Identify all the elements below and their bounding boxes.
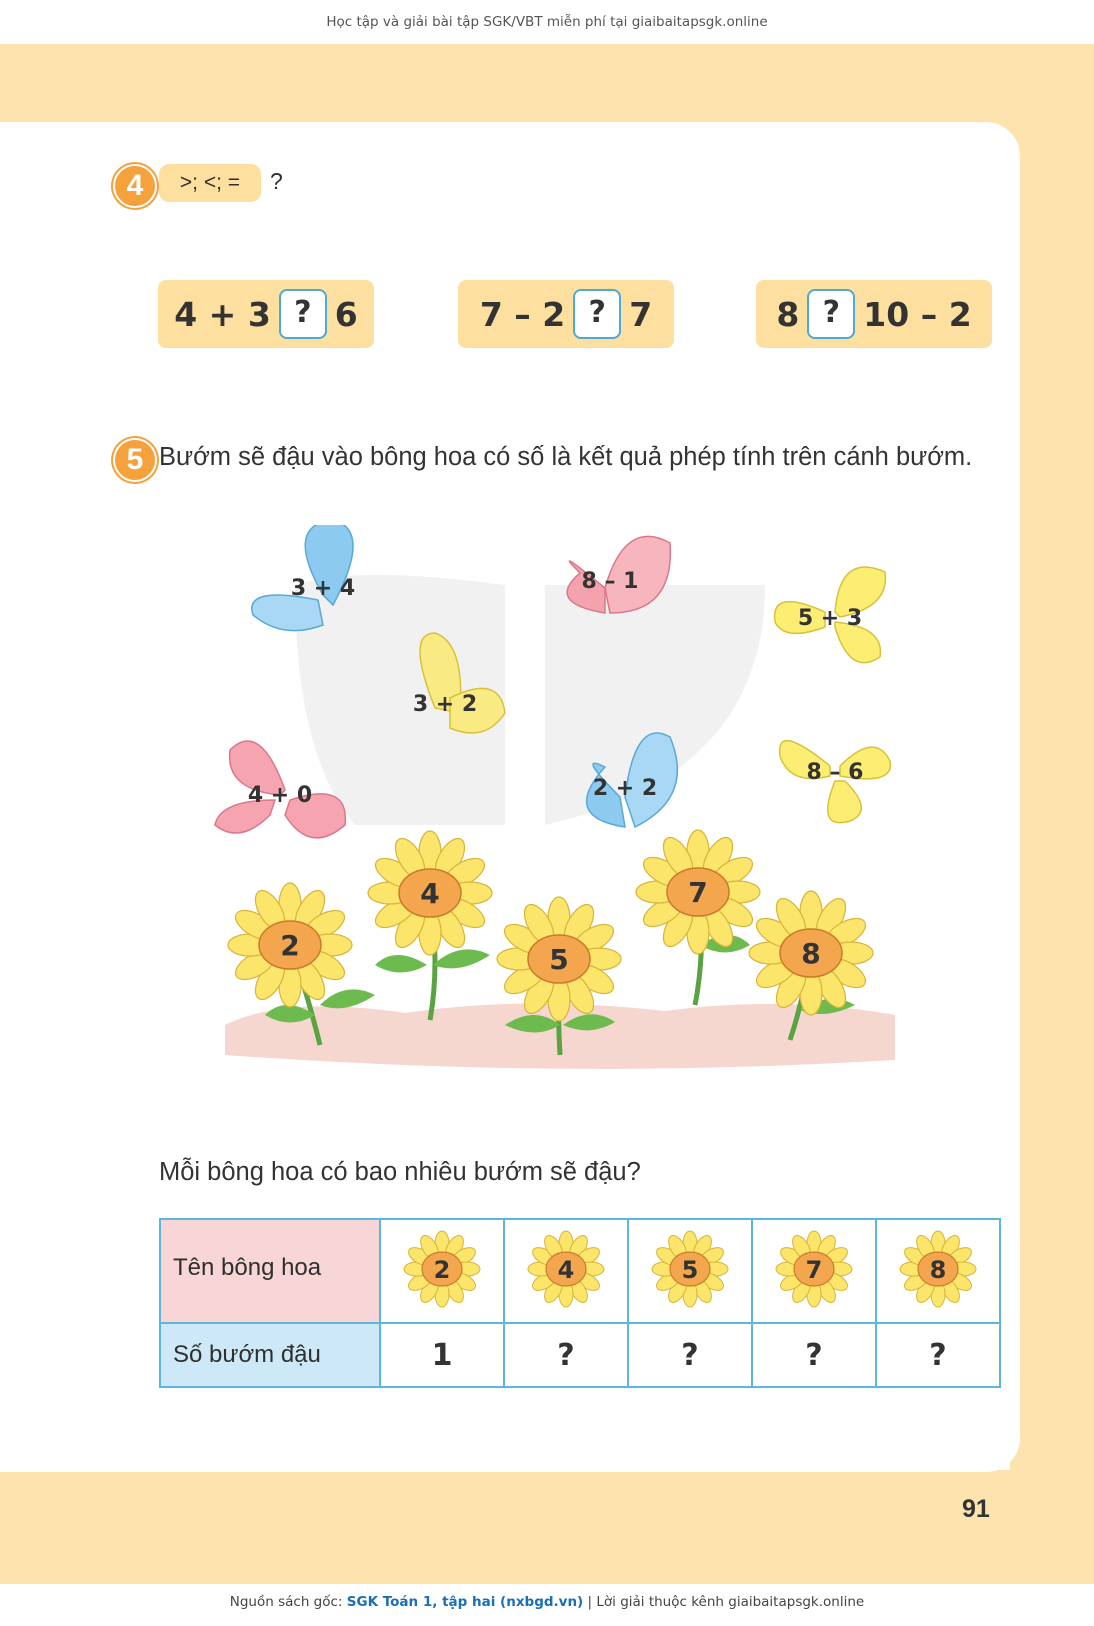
- butterfly-flower-illustration: [205, 525, 935, 1105]
- flower-number: 7: [688, 876, 708, 909]
- table-row: [160, 1323, 1000, 1387]
- exercise-4-question-mark: ?: [270, 168, 283, 194]
- flower-number: 4: [557, 1255, 575, 1284]
- footer-suffix: | Lời giải thuộc kênh giaibaitapsgk.online: [583, 1594, 865, 1610]
- table-flower-cell: [380, 1219, 504, 1323]
- answer-table: [159, 1218, 1001, 1388]
- header-note: Học tập và giải bài tập SGK/VBT miễn phí tại giaibaitapsgk.online: [326, 14, 768, 30]
- butterfly-label: 8 – 1: [581, 569, 639, 594]
- butterfly-icon: [775, 567, 886, 663]
- table-flower-cell: [628, 1219, 752, 1323]
- butterfly-label: 3 + 4: [290, 576, 356, 601]
- count-cell[interactable]: ?: [752, 1323, 876, 1387]
- page-number: 91: [962, 1495, 990, 1523]
- butterfly-label: 5 + 3: [797, 606, 863, 631]
- table-question: Mỗi bông hoa có bao nhiêu bướm sẽ đậu?: [159, 1158, 641, 1186]
- flower-number: 7: [805, 1255, 823, 1284]
- answer-box[interactable]: ?: [279, 289, 327, 339]
- count-cell[interactable]: ?: [628, 1323, 752, 1387]
- sunflower-icon: [400, 1227, 484, 1311]
- butterfly-label: 4 + 0: [247, 783, 313, 808]
- count-cell: 1: [380, 1323, 504, 1387]
- count-cell[interactable]: ?: [876, 1323, 1000, 1387]
- footer-prefix: Nguồn sách gốc:: [229, 1594, 347, 1610]
- sunflower-icon: [896, 1227, 980, 1311]
- row-header-butterfly-count: Số bướm đậu: [160, 1323, 380, 1387]
- comparison-left: 7 – 2: [479, 294, 566, 334]
- flower-number: 8: [929, 1255, 947, 1284]
- exercise-5-instruction: Bướm sẽ đậu vào bông hoa có số là kết quả phép tính trên cánh bướm.: [159, 443, 973, 471]
- page-band-right: [1010, 44, 1094, 1584]
- sunflower-icon: [497, 897, 621, 1021]
- table-row: [160, 1219, 1000, 1323]
- flower-number: 8: [801, 937, 821, 970]
- page-band-top: [0, 44, 1094, 134]
- page-band-bottom: [0, 1470, 1094, 1584]
- table-flower-cell: [752, 1219, 876, 1323]
- comparison-card-3: [756, 280, 992, 348]
- table-flower-cell: [876, 1219, 1000, 1323]
- sunflower-icon: [368, 831, 492, 955]
- comparison-right: 7: [629, 294, 653, 334]
- comparison-card-2: [458, 280, 674, 348]
- sunflower-icon: [772, 1227, 856, 1311]
- footer-source-link[interactable]: SGK Toán 1, tập hai (nxbgd.vn): [346, 1594, 584, 1610]
- sunflower-icon: [228, 883, 352, 1007]
- answer-box[interactable]: ?: [807, 289, 855, 339]
- comparison-left: 4 + 3: [174, 294, 271, 334]
- exercise-5-badge: 5: [113, 438, 157, 482]
- sunflower-icon: [524, 1227, 608, 1311]
- comparison-right: 6: [334, 294, 358, 334]
- count-cell[interactable]: ?: [504, 1323, 628, 1387]
- flower-number: 4: [420, 877, 440, 910]
- flower-number: 5: [681, 1255, 699, 1284]
- flower-number: 2: [433, 1255, 451, 1284]
- butterfly-label: 2 + 2: [592, 776, 658, 801]
- flower-number: 5: [549, 943, 569, 976]
- sunflower-icon: [749, 891, 873, 1015]
- flower-number: 2: [280, 929, 300, 962]
- table-flower-cell: [504, 1219, 628, 1323]
- sunflower-icon: [636, 830, 760, 954]
- sunflower-icon: [648, 1227, 732, 1311]
- comparison-right: 10 – 2: [863, 294, 972, 334]
- footer-note: [0, 1594, 1094, 1610]
- answer-box[interactable]: ?: [573, 289, 621, 339]
- comparison-left: 8: [776, 294, 800, 334]
- watermark-logo: [295, 575, 765, 825]
- butterfly-icon: [780, 741, 891, 823]
- operators-chip: >; <; =: [159, 164, 261, 202]
- exercise-4-badge: 4: [113, 164, 157, 208]
- butterfly-label: 3 + 2: [412, 692, 478, 717]
- butterfly-label: 8 – 6: [806, 760, 864, 785]
- row-header-flower-name: Tên bông hoa: [160, 1219, 380, 1323]
- comparison-card-1: [158, 280, 374, 348]
